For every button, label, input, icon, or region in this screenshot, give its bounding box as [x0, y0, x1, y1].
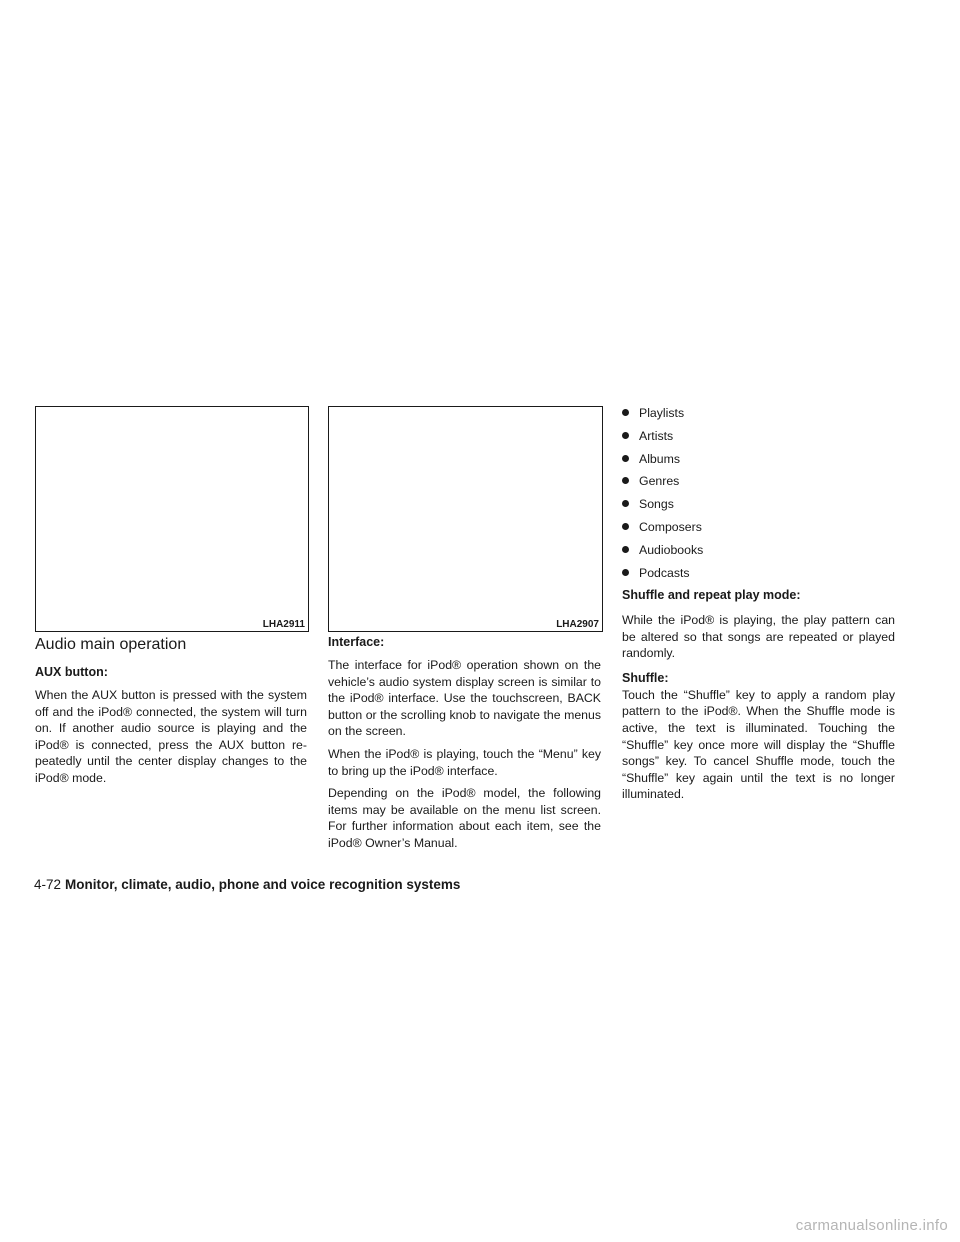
aux-title: AUX button: [35, 665, 108, 679]
list-item: Genres [622, 473, 894, 496]
list-item: Artists [622, 428, 894, 451]
list-item: Composers [622, 519, 894, 542]
list-item: Playlists [622, 405, 894, 428]
shuffle-title: Shuffle: [622, 670, 669, 685]
figure-aux-button [35, 406, 309, 632]
shuffle-repeat-paragraph: While the iPod® is playing, the play pattern can be altered so that songs are repeated or played randomly. [622, 613, 895, 661]
bullet-icon [622, 500, 629, 507]
page-footer [34, 877, 460, 892]
page-number: 4-72 [34, 877, 62, 892]
aux-section [35, 664, 307, 787]
interface-title: Interface: [328, 635, 385, 649]
list-item: Audiobooks [622, 542, 894, 565]
list-item: Albums [622, 451, 894, 474]
interface-section [328, 634, 601, 852]
section-heading: Audio main operation [35, 636, 187, 653]
figure-label: LHA2911 [262, 619, 305, 630]
bullet-icon [622, 546, 629, 553]
list-item: Songs [622, 496, 894, 519]
bullet-icon [622, 432, 629, 439]
bullet-icon [622, 523, 629, 530]
aux-paragraph: When the AUX button is pressed with the system off and the iPod® connected, the system will turn on. If another audio source is playing and the iPod® is connected, press the AUX button re-peatedly until the center display changes to the iPod® mode. [35, 688, 307, 785]
figure-ipod-interface [328, 406, 603, 632]
interface-paragraph-3: Depending on the iPod® model, the following items may be available on the menu list screen. For further information about each item, see the iPod® Owner’s Manual. [328, 786, 601, 850]
bullet-icon [622, 455, 629, 462]
watermark: carmanualsonline.info [795, 1217, 948, 1234]
interface-paragraph-2: When the iPod® is playing, touch the “Menu” key to bring up the iPod® interface. [328, 746, 601, 778]
list-item: Podcasts [622, 565, 894, 588]
shuffle-repeat-title: Shuffle and repeat play mode: [622, 588, 801, 602]
figure-label: LHA2907 [556, 619, 599, 630]
bullet-icon [622, 569, 629, 576]
bullet-icon [622, 409, 629, 416]
menu-item-list [622, 405, 894, 587]
shuffle-section [622, 587, 895, 803]
section-title: Monitor, climate, audio, phone and voice recognition systems [65, 877, 461, 892]
shuffle-paragraph: Touch the “Shuffle” key to apply a random play pattern to the iPod®. When the Shuffle mode is active, the text is illuminated. Touching the “Shuffle” key once more will display the “Shuffle songs” key. To cancel Shuffle mode, touch the “Shuffle” key again until the text is no longer illuminated. [622, 687, 895, 802]
bullet-icon [622, 477, 629, 484]
interface-paragraph-1: The interface for iPod® operation shown on the vehicle’s audio system display screen is similar to the iPod® interface. Use the touchscreen, BACK button or the scrolling knob to navigate the menus on the screen. [328, 658, 601, 739]
